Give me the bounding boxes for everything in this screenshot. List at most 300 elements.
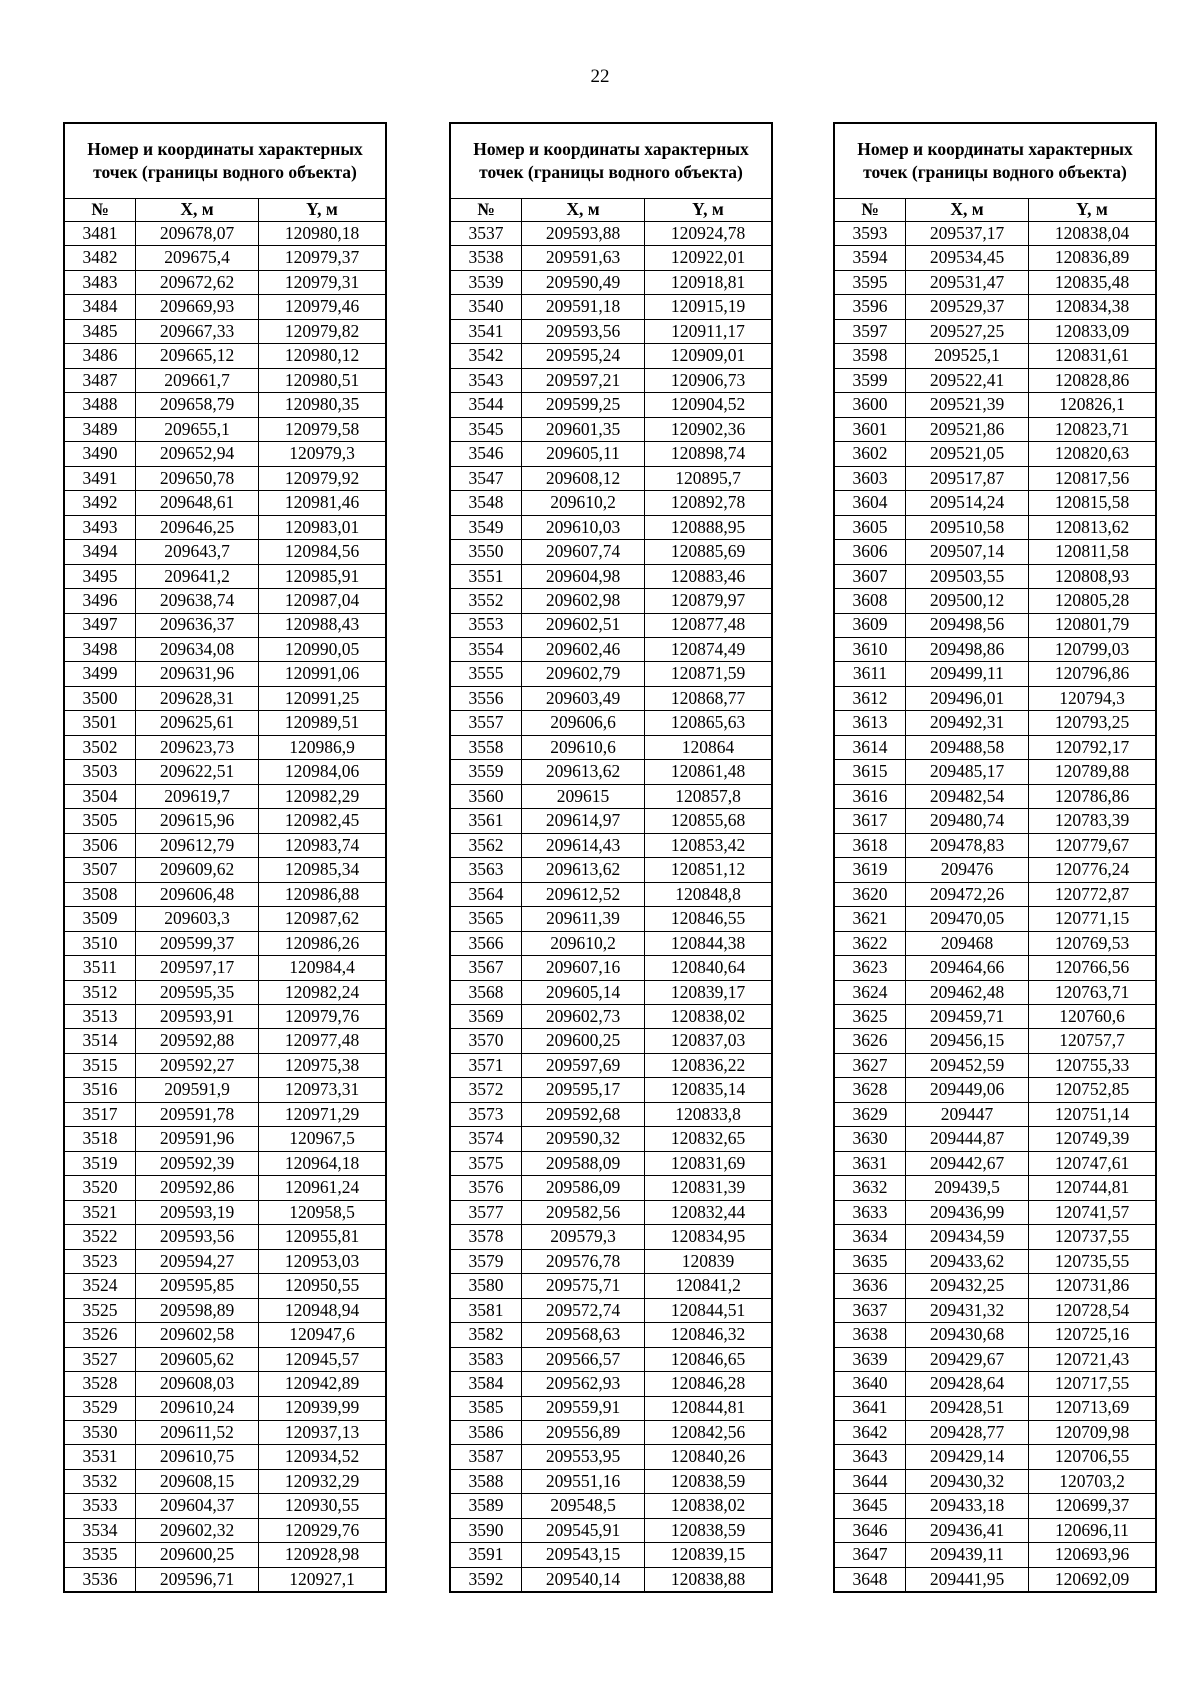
x-coordinate: 209602,79 bbox=[522, 662, 645, 686]
table-row bbox=[834, 442, 1156, 466]
point-number: 3544 bbox=[450, 393, 522, 417]
table-row bbox=[834, 1567, 1156, 1592]
table-row bbox=[450, 613, 772, 637]
x-coordinate: 209619,7 bbox=[136, 784, 259, 808]
y-coordinate: 120961,24 bbox=[259, 1176, 387, 1200]
point-number: 3508 bbox=[64, 882, 136, 906]
y-coordinate: 120973,31 bbox=[259, 1078, 387, 1102]
table-row bbox=[64, 907, 386, 931]
point-number: 3540 bbox=[450, 295, 522, 319]
x-coordinate: 209593,88 bbox=[522, 222, 645, 246]
point-number: 3584 bbox=[450, 1372, 522, 1396]
x-coordinate: 209432,25 bbox=[906, 1274, 1029, 1298]
y-coordinate: 120898,74 bbox=[645, 442, 773, 466]
x-coordinate: 209559,91 bbox=[522, 1396, 645, 1420]
y-coordinate: 120840,64 bbox=[645, 956, 773, 980]
x-coordinate: 209597,21 bbox=[522, 368, 645, 392]
point-number: 3643 bbox=[834, 1445, 906, 1469]
y-coordinate: 120929,76 bbox=[259, 1518, 387, 1542]
x-coordinate: 209452,59 bbox=[906, 1053, 1029, 1077]
x-coordinate: 209608,15 bbox=[136, 1469, 259, 1493]
y-coordinate: 120986,88 bbox=[259, 882, 387, 906]
point-number: 3510 bbox=[64, 931, 136, 955]
point-number: 3546 bbox=[450, 442, 522, 466]
table-row bbox=[450, 1494, 772, 1518]
table-row bbox=[450, 295, 772, 319]
table-row bbox=[834, 1543, 1156, 1567]
x-coordinate: 209611,39 bbox=[522, 907, 645, 931]
table-row bbox=[834, 319, 1156, 343]
x-coordinate: 209610,24 bbox=[136, 1396, 259, 1420]
y-coordinate: 120871,59 bbox=[645, 662, 773, 686]
x-coordinate: 209429,14 bbox=[906, 1445, 1029, 1469]
y-coordinate: 120835,48 bbox=[1029, 270, 1157, 294]
y-coordinate: 120801,79 bbox=[1029, 613, 1157, 637]
x-coordinate: 209593,56 bbox=[136, 1225, 259, 1249]
point-number: 3564 bbox=[450, 882, 522, 906]
point-number: 3571 bbox=[450, 1053, 522, 1077]
table-row bbox=[64, 1078, 386, 1102]
point-number: 3513 bbox=[64, 1005, 136, 1029]
y-coordinate: 120839,17 bbox=[645, 980, 773, 1004]
y-coordinate: 120932,29 bbox=[259, 1469, 387, 1493]
point-number: 3597 bbox=[834, 319, 906, 343]
table-row bbox=[834, 1469, 1156, 1493]
y-coordinate: 120771,15 bbox=[1029, 907, 1157, 931]
x-coordinate: 209597,17 bbox=[136, 956, 259, 980]
y-coordinate: 120725,16 bbox=[1029, 1323, 1157, 1347]
table-row bbox=[450, 931, 772, 955]
x-coordinate: 209603,3 bbox=[136, 907, 259, 931]
point-number: 3599 bbox=[834, 368, 906, 392]
point-number: 3537 bbox=[450, 222, 522, 246]
table-row bbox=[450, 1053, 772, 1077]
x-coordinate: 209470,05 bbox=[906, 907, 1029, 931]
x-coordinate: 209459,71 bbox=[906, 1005, 1029, 1029]
x-coordinate: 209498,56 bbox=[906, 613, 1029, 637]
y-coordinate: 120885,69 bbox=[645, 540, 773, 564]
x-coordinate: 209610,2 bbox=[522, 931, 645, 955]
point-number: 3619 bbox=[834, 858, 906, 882]
x-coordinate: 209582,56 bbox=[522, 1200, 645, 1224]
y-coordinate: 120844,81 bbox=[645, 1396, 773, 1420]
x-coordinate: 209428,51 bbox=[906, 1396, 1029, 1420]
x-coordinate: 209646,25 bbox=[136, 515, 259, 539]
table-row bbox=[450, 540, 772, 564]
x-coordinate: 209500,12 bbox=[906, 589, 1029, 613]
table-body bbox=[450, 222, 772, 1593]
y-coordinate: 120693,96 bbox=[1029, 1543, 1157, 1567]
table-row bbox=[450, 1396, 772, 1420]
x-coordinate: 209436,99 bbox=[906, 1200, 1029, 1224]
x-coordinate: 209612,52 bbox=[522, 882, 645, 906]
x-coordinate: 209598,89 bbox=[136, 1298, 259, 1322]
x-coordinate: 209553,95 bbox=[522, 1445, 645, 1469]
table-row bbox=[450, 1029, 772, 1053]
table-row bbox=[450, 1176, 772, 1200]
y-coordinate: 120717,55 bbox=[1029, 1372, 1157, 1396]
x-coordinate: 209593,19 bbox=[136, 1200, 259, 1224]
x-coordinate: 209462,48 bbox=[906, 980, 1029, 1004]
x-coordinate: 209591,78 bbox=[136, 1102, 259, 1126]
x-coordinate: 209591,96 bbox=[136, 1127, 259, 1151]
table-row bbox=[450, 515, 772, 539]
table-row bbox=[834, 368, 1156, 392]
x-coordinate: 209525,1 bbox=[906, 344, 1029, 368]
y-coordinate: 120838,59 bbox=[645, 1518, 773, 1542]
y-coordinate: 120848,8 bbox=[645, 882, 773, 906]
x-coordinate: 209613,62 bbox=[522, 760, 645, 784]
table-row bbox=[834, 662, 1156, 686]
table-row bbox=[64, 540, 386, 564]
y-coordinate: 120831,39 bbox=[645, 1176, 773, 1200]
table-row bbox=[64, 246, 386, 270]
y-coordinate: 120853,42 bbox=[645, 833, 773, 857]
y-coordinate: 120948,94 bbox=[259, 1298, 387, 1322]
x-coordinate: 209609,62 bbox=[136, 858, 259, 882]
point-number: 3523 bbox=[64, 1249, 136, 1273]
point-number: 3538 bbox=[450, 246, 522, 270]
y-coordinate: 120981,46 bbox=[259, 491, 387, 515]
point-number: 3492 bbox=[64, 491, 136, 515]
table-row bbox=[834, 1249, 1156, 1273]
point-number: 3617 bbox=[834, 809, 906, 833]
x-coordinate: 209543,15 bbox=[522, 1543, 645, 1567]
table-row bbox=[834, 564, 1156, 588]
table-title: Номер и координаты характерных точек (границы водного объекта) bbox=[450, 123, 772, 199]
point-number: 3580 bbox=[450, 1274, 522, 1298]
x-coordinate: 209590,49 bbox=[522, 270, 645, 294]
column-header-number: № bbox=[64, 199, 136, 222]
y-coordinate: 120839 bbox=[645, 1249, 773, 1273]
table-row bbox=[450, 980, 772, 1004]
table-row bbox=[64, 1176, 386, 1200]
table-row bbox=[64, 980, 386, 1004]
point-number: 3534 bbox=[64, 1518, 136, 1542]
table-row bbox=[834, 466, 1156, 490]
x-coordinate: 209605,14 bbox=[522, 980, 645, 1004]
table-row bbox=[834, 540, 1156, 564]
page-number: 22 bbox=[590, 66, 610, 87]
point-number: 3641 bbox=[834, 1396, 906, 1420]
y-coordinate: 120939,99 bbox=[259, 1396, 387, 1420]
y-coordinate: 120911,17 bbox=[645, 319, 773, 343]
column-header-x: X, м bbox=[906, 199, 1029, 222]
x-coordinate: 209615 bbox=[522, 784, 645, 808]
y-coordinate: 120868,77 bbox=[645, 686, 773, 710]
x-coordinate: 209610,2 bbox=[522, 491, 645, 515]
y-coordinate: 120838,02 bbox=[645, 1005, 773, 1029]
point-number: 3623 bbox=[834, 956, 906, 980]
x-coordinate: 209599,25 bbox=[522, 393, 645, 417]
table-row bbox=[450, 417, 772, 441]
point-number: 3576 bbox=[450, 1176, 522, 1200]
y-coordinate: 120983,74 bbox=[259, 833, 387, 857]
table-row bbox=[450, 760, 772, 784]
y-coordinate: 120979,82 bbox=[259, 319, 387, 343]
point-number: 3583 bbox=[450, 1347, 522, 1371]
point-number: 3542 bbox=[450, 344, 522, 368]
point-number: 3644 bbox=[834, 1469, 906, 1493]
y-coordinate: 120906,73 bbox=[645, 368, 773, 392]
coordinates-table-2 bbox=[449, 122, 773, 1593]
y-coordinate: 120735,55 bbox=[1029, 1249, 1157, 1273]
table-row bbox=[64, 1200, 386, 1224]
point-number: 3601 bbox=[834, 417, 906, 441]
table-row bbox=[64, 637, 386, 661]
y-coordinate: 120772,87 bbox=[1029, 882, 1157, 906]
y-coordinate: 120909,01 bbox=[645, 344, 773, 368]
y-coordinate: 120731,86 bbox=[1029, 1274, 1157, 1298]
table-row bbox=[64, 1494, 386, 1518]
y-coordinate: 120749,39 bbox=[1029, 1127, 1157, 1151]
y-coordinate: 120985,34 bbox=[259, 858, 387, 882]
table-row bbox=[834, 735, 1156, 759]
table-row bbox=[64, 319, 386, 343]
point-number: 3618 bbox=[834, 833, 906, 857]
column-header-y: Y, м bbox=[1029, 199, 1157, 222]
table-row bbox=[450, 368, 772, 392]
y-coordinate: 120820,63 bbox=[1029, 442, 1157, 466]
x-coordinate: 209608,12 bbox=[522, 466, 645, 490]
x-coordinate: 209548,5 bbox=[522, 1494, 645, 1518]
y-coordinate: 120831,69 bbox=[645, 1151, 773, 1175]
point-number: 3639 bbox=[834, 1347, 906, 1371]
y-coordinate: 120692,09 bbox=[1029, 1567, 1157, 1592]
x-coordinate: 209503,55 bbox=[906, 564, 1029, 588]
point-number: 3504 bbox=[64, 784, 136, 808]
table-row bbox=[450, 907, 772, 931]
point-number: 3528 bbox=[64, 1372, 136, 1396]
point-number: 3631 bbox=[834, 1151, 906, 1175]
table-row bbox=[64, 564, 386, 588]
y-coordinate: 120789,88 bbox=[1029, 760, 1157, 784]
point-number: 3616 bbox=[834, 784, 906, 808]
x-coordinate: 209600,25 bbox=[522, 1029, 645, 1053]
y-coordinate: 120828,86 bbox=[1029, 368, 1157, 392]
y-coordinate: 120805,28 bbox=[1029, 589, 1157, 613]
y-coordinate: 120744,81 bbox=[1029, 1176, 1157, 1200]
x-coordinate: 209575,71 bbox=[522, 1274, 645, 1298]
x-coordinate: 209596,71 bbox=[136, 1567, 259, 1592]
y-coordinate: 120984,06 bbox=[259, 760, 387, 784]
table-row bbox=[64, 613, 386, 637]
point-number: 3517 bbox=[64, 1102, 136, 1126]
table-row bbox=[64, 1225, 386, 1249]
y-coordinate: 120808,93 bbox=[1029, 564, 1157, 588]
point-number: 3559 bbox=[450, 760, 522, 784]
point-number: 3487 bbox=[64, 368, 136, 392]
point-number: 3613 bbox=[834, 711, 906, 735]
point-number: 3590 bbox=[450, 1518, 522, 1542]
y-coordinate: 120979,3 bbox=[259, 442, 387, 466]
point-number: 3557 bbox=[450, 711, 522, 735]
table-row bbox=[450, 1543, 772, 1567]
point-number: 3566 bbox=[450, 931, 522, 955]
table-row bbox=[450, 466, 772, 490]
x-coordinate: 209464,66 bbox=[906, 956, 1029, 980]
table-row bbox=[64, 662, 386, 686]
point-number: 3633 bbox=[834, 1200, 906, 1224]
x-coordinate: 209599,37 bbox=[136, 931, 259, 955]
table-row bbox=[834, 956, 1156, 980]
table-row bbox=[834, 295, 1156, 319]
point-number: 3605 bbox=[834, 515, 906, 539]
y-coordinate: 120817,56 bbox=[1029, 466, 1157, 490]
table-title: Номер и координаты характерных точек (границы водного объекта) bbox=[834, 123, 1156, 199]
y-coordinate: 120737,55 bbox=[1029, 1225, 1157, 1249]
table-row bbox=[834, 686, 1156, 710]
y-coordinate: 120984,4 bbox=[259, 956, 387, 980]
x-coordinate: 209602,73 bbox=[522, 1005, 645, 1029]
x-coordinate: 209613,62 bbox=[522, 858, 645, 882]
y-coordinate: 120991,25 bbox=[259, 686, 387, 710]
table-row bbox=[450, 344, 772, 368]
point-number: 3485 bbox=[64, 319, 136, 343]
x-coordinate: 209592,68 bbox=[522, 1102, 645, 1126]
x-coordinate: 209433,62 bbox=[906, 1249, 1029, 1273]
point-number: 3486 bbox=[64, 344, 136, 368]
y-coordinate: 120779,67 bbox=[1029, 833, 1157, 857]
x-coordinate: 209592,27 bbox=[136, 1053, 259, 1077]
x-coordinate: 209447 bbox=[906, 1102, 1029, 1126]
point-number: 3588 bbox=[450, 1469, 522, 1493]
y-coordinate: 120833,09 bbox=[1029, 319, 1157, 343]
y-coordinate: 120928,98 bbox=[259, 1543, 387, 1567]
table-row bbox=[450, 222, 772, 246]
x-coordinate: 209568,63 bbox=[522, 1323, 645, 1347]
x-coordinate: 209439,11 bbox=[906, 1543, 1029, 1567]
y-coordinate: 120980,35 bbox=[259, 393, 387, 417]
y-coordinate: 120904,52 bbox=[645, 393, 773, 417]
y-coordinate: 120838,88 bbox=[645, 1567, 773, 1592]
table-row bbox=[834, 1445, 1156, 1469]
point-number: 3646 bbox=[834, 1518, 906, 1542]
point-number: 3565 bbox=[450, 907, 522, 931]
y-coordinate: 120950,55 bbox=[259, 1274, 387, 1298]
x-coordinate: 209634,08 bbox=[136, 637, 259, 661]
table-row bbox=[64, 589, 386, 613]
x-coordinate: 209522,41 bbox=[906, 368, 1029, 392]
table-row bbox=[64, 858, 386, 882]
table-row bbox=[64, 1005, 386, 1029]
table-row bbox=[450, 1518, 772, 1542]
x-coordinate: 209434,59 bbox=[906, 1225, 1029, 1249]
table-row bbox=[64, 1274, 386, 1298]
column-header-number: № bbox=[450, 199, 522, 222]
point-number: 3541 bbox=[450, 319, 522, 343]
point-number: 3589 bbox=[450, 1494, 522, 1518]
table-row bbox=[64, 466, 386, 490]
table-row bbox=[450, 1469, 772, 1493]
point-number: 3554 bbox=[450, 637, 522, 661]
table-row bbox=[450, 1274, 772, 1298]
point-number: 3628 bbox=[834, 1078, 906, 1102]
point-number: 3598 bbox=[834, 344, 906, 368]
y-coordinate: 120982,45 bbox=[259, 809, 387, 833]
point-number: 3567 bbox=[450, 956, 522, 980]
table-row bbox=[450, 956, 772, 980]
point-number: 3634 bbox=[834, 1225, 906, 1249]
x-coordinate: 209661,7 bbox=[136, 368, 259, 392]
x-coordinate: 209514,24 bbox=[906, 491, 1029, 515]
point-number: 3648 bbox=[834, 1567, 906, 1592]
x-coordinate: 209607,74 bbox=[522, 540, 645, 564]
point-number: 3500 bbox=[64, 686, 136, 710]
x-coordinate: 209597,69 bbox=[522, 1053, 645, 1077]
table-row bbox=[834, 1005, 1156, 1029]
table-row bbox=[834, 393, 1156, 417]
y-coordinate: 120846,55 bbox=[645, 907, 773, 931]
point-number: 3627 bbox=[834, 1053, 906, 1077]
y-coordinate: 120987,04 bbox=[259, 589, 387, 613]
point-number: 3509 bbox=[64, 907, 136, 931]
x-coordinate: 209604,37 bbox=[136, 1494, 259, 1518]
y-coordinate: 120937,13 bbox=[259, 1420, 387, 1444]
table-row bbox=[64, 1298, 386, 1322]
table-row bbox=[834, 784, 1156, 808]
table-row bbox=[64, 1518, 386, 1542]
y-coordinate: 120922,01 bbox=[645, 246, 773, 270]
table-row bbox=[834, 613, 1156, 637]
x-coordinate: 209468 bbox=[906, 931, 1029, 955]
table-row bbox=[834, 1029, 1156, 1053]
table-row bbox=[64, 711, 386, 735]
table-row bbox=[450, 1127, 772, 1151]
table-row bbox=[450, 1372, 772, 1396]
point-number: 3611 bbox=[834, 662, 906, 686]
table-row bbox=[834, 1225, 1156, 1249]
y-coordinate: 120706,55 bbox=[1029, 1445, 1157, 1469]
point-number: 3529 bbox=[64, 1396, 136, 1420]
point-number: 3629 bbox=[834, 1102, 906, 1126]
x-coordinate: 209556,89 bbox=[522, 1420, 645, 1444]
y-coordinate: 120964,18 bbox=[259, 1151, 387, 1175]
x-coordinate: 209586,09 bbox=[522, 1176, 645, 1200]
table-row bbox=[64, 1347, 386, 1371]
y-coordinate: 120851,12 bbox=[645, 858, 773, 882]
table-row bbox=[64, 417, 386, 441]
x-coordinate: 209441,95 bbox=[906, 1567, 1029, 1592]
x-coordinate: 209655,1 bbox=[136, 417, 259, 441]
x-coordinate: 209610,03 bbox=[522, 515, 645, 539]
table-row bbox=[834, 589, 1156, 613]
y-coordinate: 120838,59 bbox=[645, 1469, 773, 1493]
x-coordinate: 209614,43 bbox=[522, 833, 645, 857]
table-row bbox=[64, 809, 386, 833]
point-number: 3579 bbox=[450, 1249, 522, 1273]
x-coordinate: 209442,67 bbox=[906, 1151, 1029, 1175]
point-number: 3551 bbox=[450, 564, 522, 588]
x-coordinate: 209643,7 bbox=[136, 540, 259, 564]
point-number: 3561 bbox=[450, 809, 522, 833]
x-coordinate: 209607,16 bbox=[522, 956, 645, 980]
y-coordinate: 120877,48 bbox=[645, 613, 773, 637]
y-coordinate: 120967,5 bbox=[259, 1127, 387, 1151]
x-coordinate: 209430,68 bbox=[906, 1323, 1029, 1347]
x-coordinate: 209449,06 bbox=[906, 1078, 1029, 1102]
x-coordinate: 209498,86 bbox=[906, 637, 1029, 661]
table-row bbox=[450, 491, 772, 515]
table-row bbox=[64, 1323, 386, 1347]
y-coordinate: 120838,02 bbox=[645, 1494, 773, 1518]
y-coordinate: 120769,53 bbox=[1029, 931, 1157, 955]
point-number: 3647 bbox=[834, 1543, 906, 1567]
x-coordinate: 209579,3 bbox=[522, 1225, 645, 1249]
y-coordinate: 120699,37 bbox=[1029, 1494, 1157, 1518]
x-coordinate: 209678,07 bbox=[136, 222, 259, 246]
point-number: 3594 bbox=[834, 246, 906, 270]
